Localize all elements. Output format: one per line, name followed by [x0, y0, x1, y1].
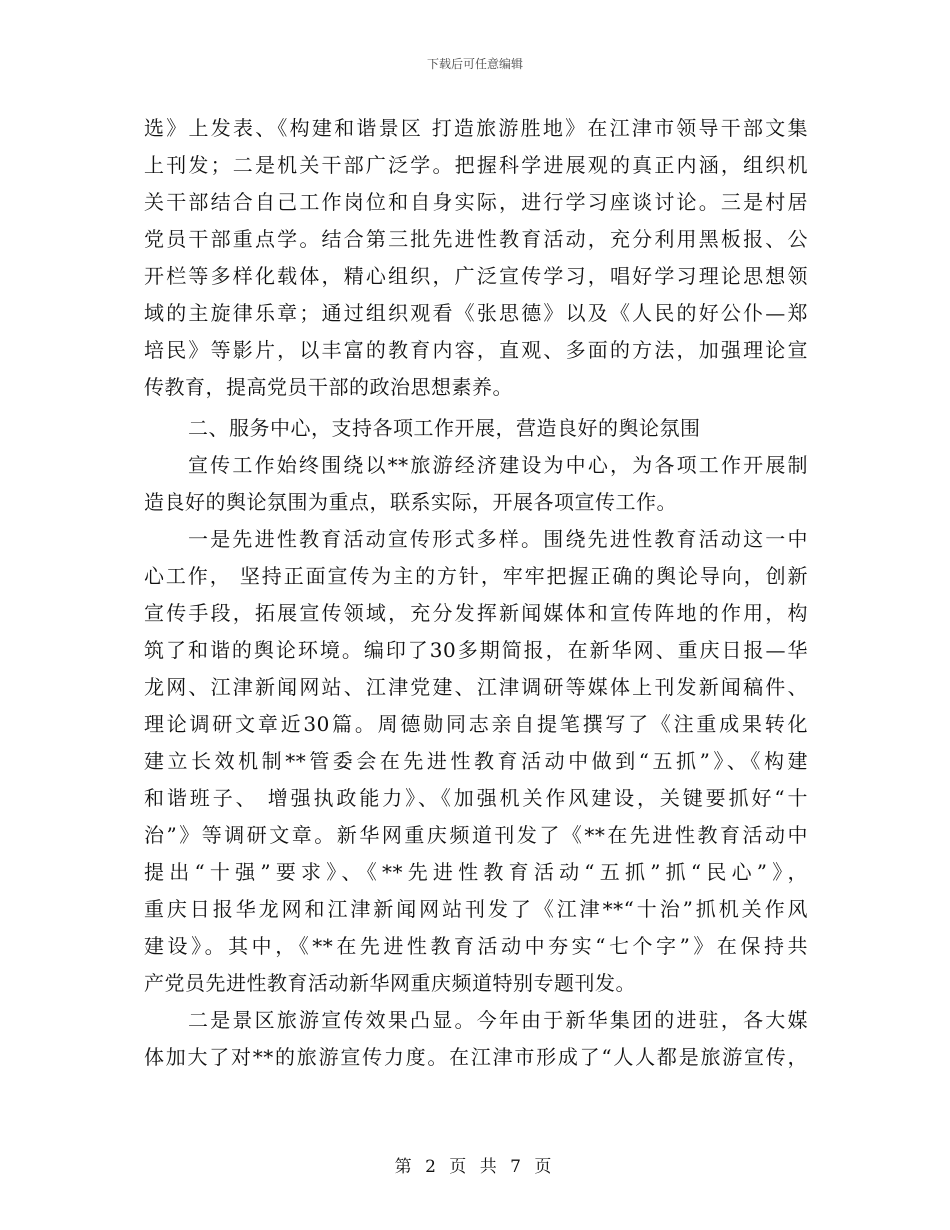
- text-line: 一是先进性教育活动宣传形式多样。围绕先进性教育活动这一中: [188, 527, 808, 551]
- text-line: 域的主旋律乐章；通过组织观看《张思德》以及《人民的好公仆—郑: [144, 301, 808, 325]
- text-line: 体加大了对**的旅游宣传力度。在江津市形成了“人人都是旅游宣传，: [144, 1045, 808, 1069]
- page-footer: 第 2 页 共 7 页: [394, 1157, 556, 1177]
- text-line: 宣传手段，拓展宣传领域，充分发挥新闻媒体和宣传阵地的作用，构: [144, 601, 808, 625]
- text-line: 治”》等调研文章。新华网重庆频道刊发了《**在先进性教育活动中: [144, 823, 808, 847]
- text-line: 重庆日报华龙网和江津新闻网站刊发了《江津**“十治”抓机关作风: [144, 897, 808, 921]
- text-line: 上刊发；二是机关干部广泛学。把握科学进展观的真正内涵，组织机: [144, 153, 808, 177]
- text-line: 心工作， 坚持正面宣传为主的方针，牢牢把握正确的舆论导向，创新: [144, 564, 808, 588]
- paragraph: [144, 447, 808, 521]
- paragraph: [144, 110, 808, 406]
- text-line: 关干部结合自己工作岗位和自身实际，进行学习座谈讨论。三是村居: [144, 190, 808, 214]
- paragraph: [144, 410, 808, 447]
- text-line: 二、服务中心，支持各项工作开展，营造良好的舆论氛围: [188, 416, 701, 440]
- text-line: 培民》等影片，以丰富的教育内容，直观、多面的方法，加强理论宣: [144, 338, 808, 362]
- text-line: 建设》。其中，《**在先进性教育活动中夯实“七个字”》在保持共: [144, 934, 808, 958]
- text-line: 提出“十强”要求》、《**先进性教育活动“五抓”抓“民心”》，: [144, 860, 808, 884]
- text-line: 党员干部重点学。结合第三批先进性教育活动，充分利用黑板报、公: [144, 227, 808, 251]
- text-line: 二是景区旅游宣传效果凸显。今年由于新华集团的进驻，各大媒: [188, 1008, 808, 1032]
- text-line: 龙网、江津新闻网站、江津党建、江津调研等媒体上刊发新闻稿件、: [144, 675, 808, 699]
- text-line: 开栏等多样化载体，精心组织，广泛宣传学习，唱好学习理论思想领: [144, 264, 808, 288]
- text-line: 造良好的舆论氛围为重点，联系实际，开展各项宣传工作。: [144, 490, 677, 514]
- paragraph: [144, 1002, 808, 1076]
- text-line: 产党员先进性教育活动新华网重庆频道特别专题刊发。: [144, 971, 636, 995]
- text-line: 传教育，提高党员干部的政治思想素养。: [144, 375, 513, 399]
- text-line: 和谐班子、 增强执政能力》、《加强机关作风建设，关键要抓好“十: [144, 786, 808, 810]
- text-line: 选》上发表、《构建和谐景区 打造旅游胜地》在江津市领导干部文集: [144, 116, 808, 140]
- text-line: 理论调研文章近30篇。周德勋同志亲自提笔撰写了《注重成果转化: [144, 712, 808, 736]
- text-line: 建立长效机制**管委会在先进性教育活动中做到“五抓”》、《构建: [144, 749, 808, 773]
- paragraph: [144, 521, 808, 1002]
- page-header: 下载后可任意编辑: [426, 57, 523, 71]
- text-line: 筑了和谐的舆论环境。编印了30多期简报，在新华网、重庆日报—华: [144, 638, 808, 662]
- text-line: 宣传工作始终围绕以**旅游经济建设为中心，为各项工作开展制: [188, 453, 808, 477]
- document-body: [144, 110, 808, 1076]
